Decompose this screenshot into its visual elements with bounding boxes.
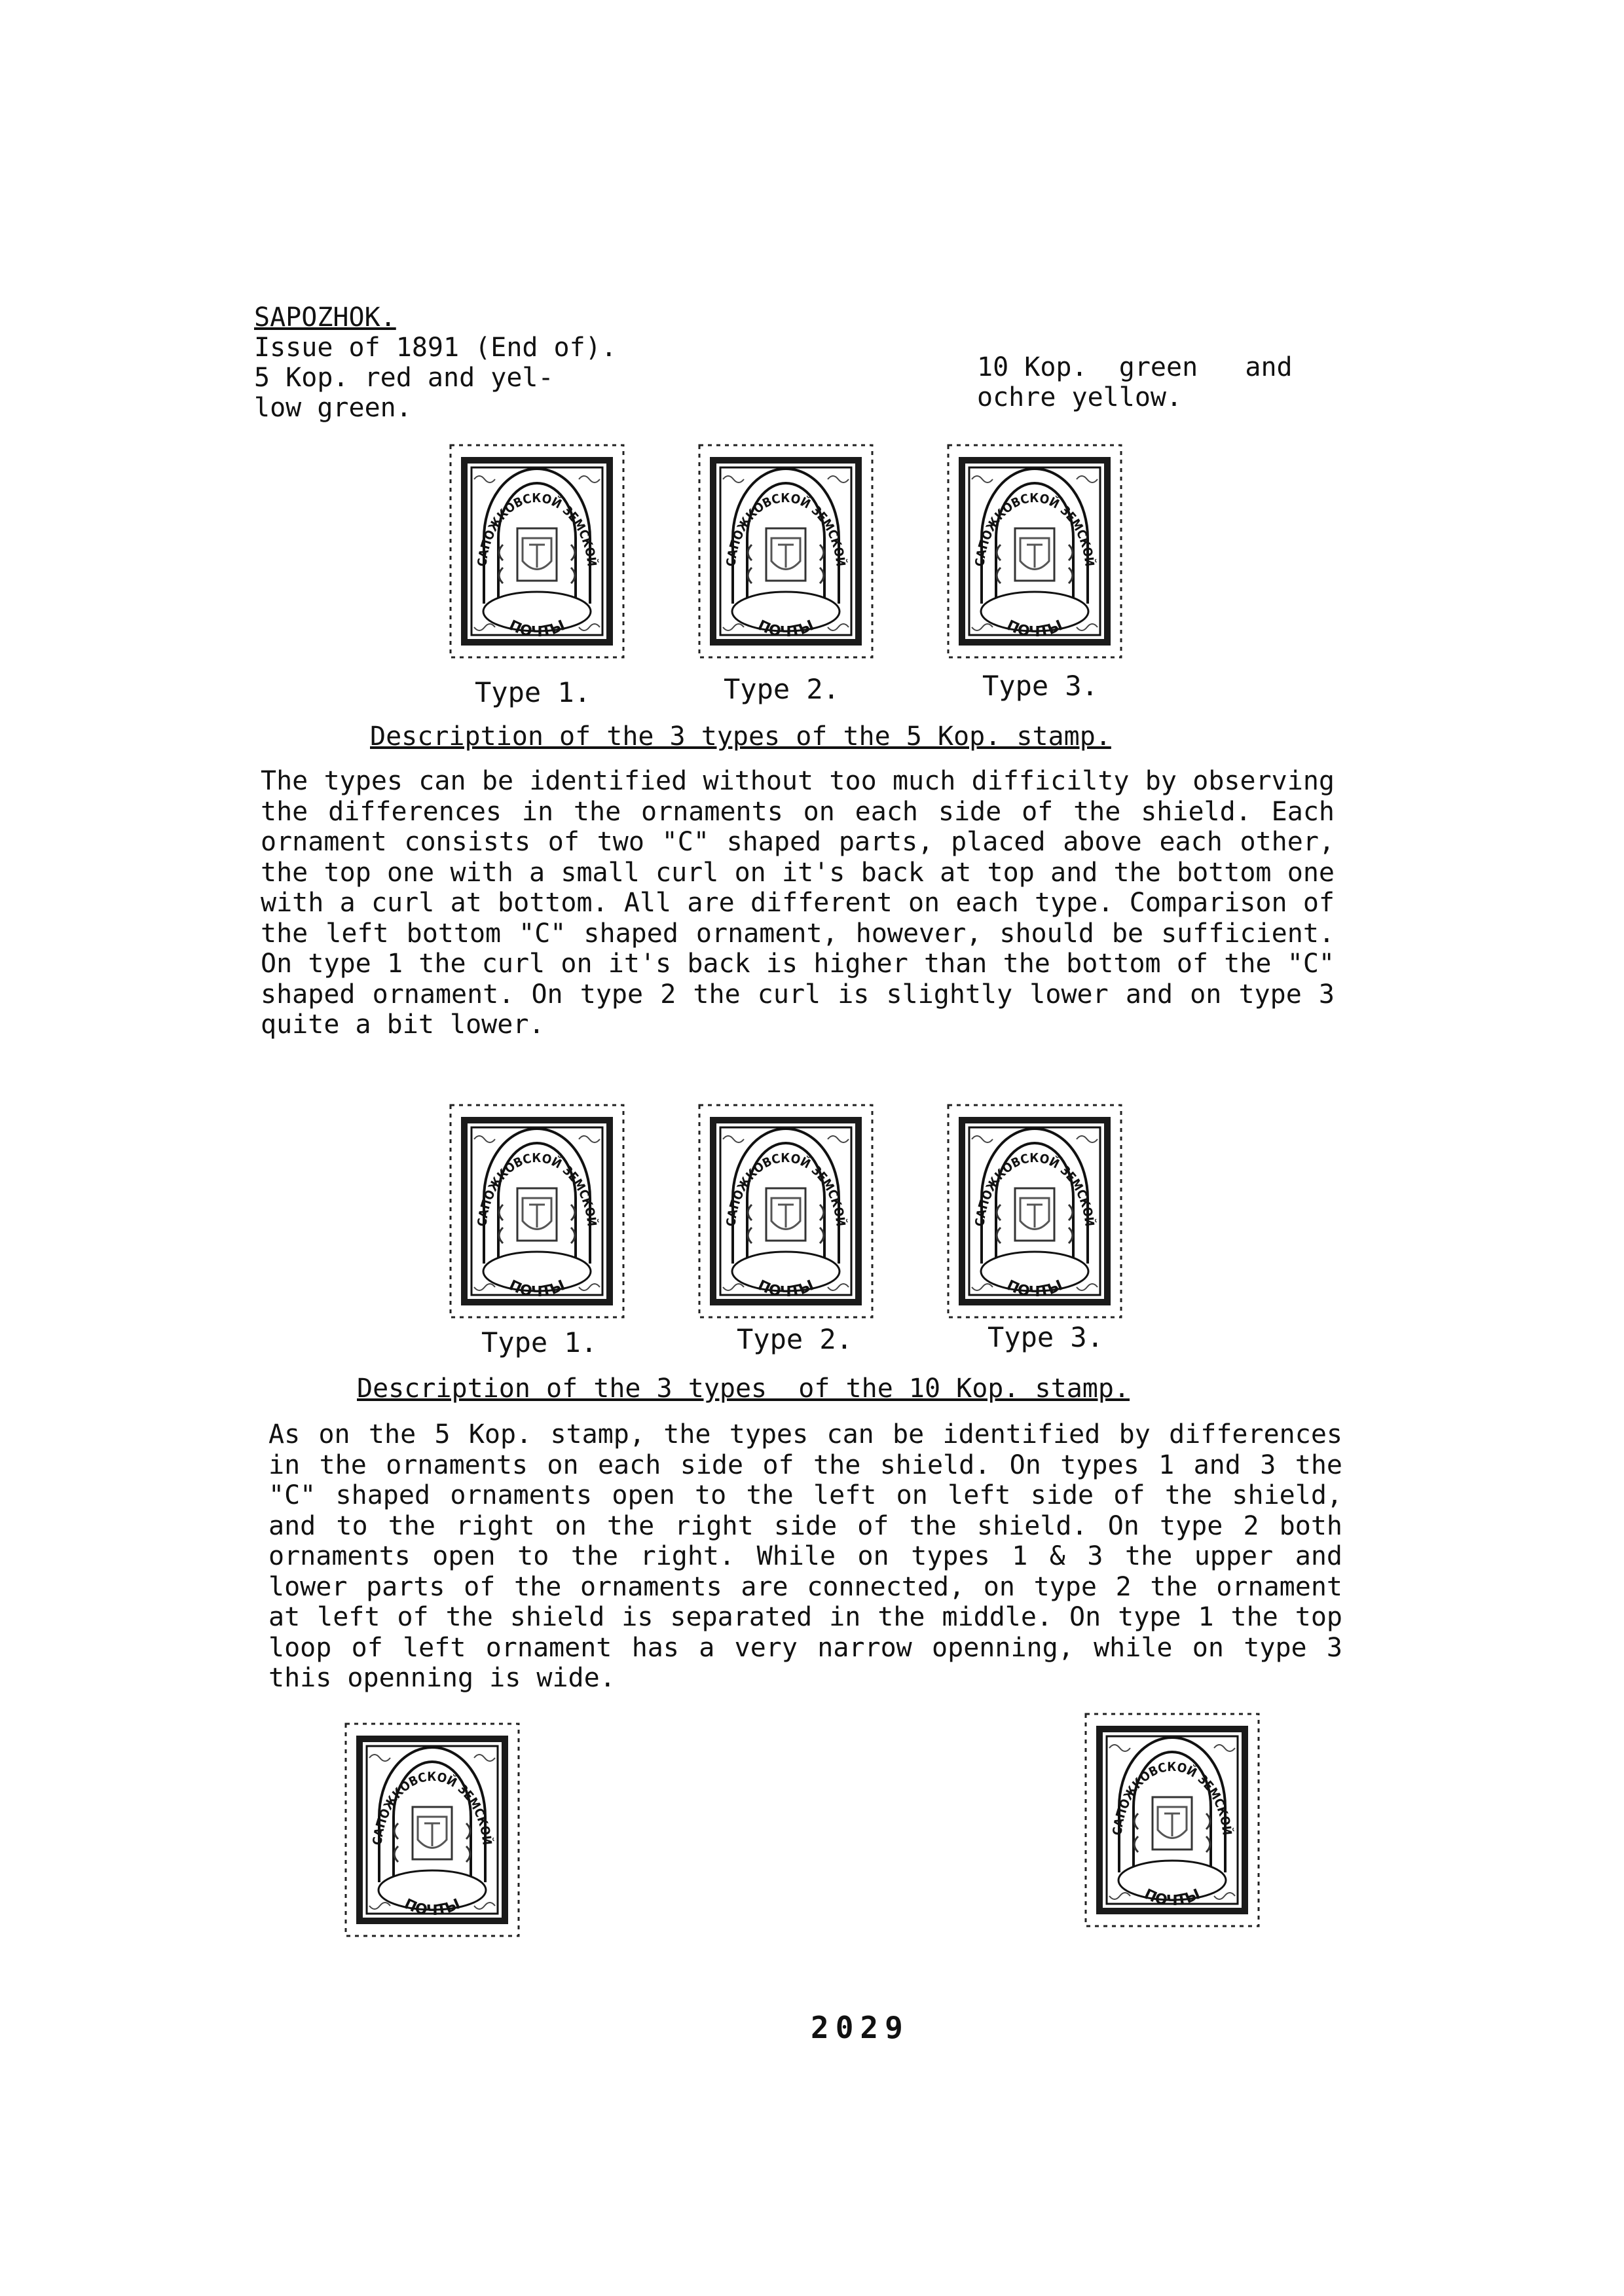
description-title-10kop: Description of the 3 types of the 10 Kop. stamp. <box>357 1374 1130 1404</box>
caption-row2-type2: Type 2. <box>737 1323 853 1355</box>
caption-row2-type1: Type 1. <box>481 1326 598 1358</box>
issue-line: Issue of 1891 (End of). <box>254 333 617 363</box>
stamp-10kop-type2 <box>694 1100 877 1322</box>
stamp-5kop-type3 <box>943 440 1126 663</box>
stamp-example-right <box>1080 1709 1264 1931</box>
caption-row1-type2: Type 2. <box>724 673 840 705</box>
left-value-line-2: low green. <box>254 393 412 423</box>
caption-row1-type1: Type 1. <box>475 676 591 708</box>
paragraph-5kop: The types can be identified without too much difficilty by observing the differences in the ornaments on each side of the shield. Each ornament consists of two "C" shaped parts, placed above each other, the top one with a small curl on it's back at top and the bottom one with a curl at bottom. All are different on each type. Comparison of the left bottom "C" shaped ornament, however, should be sufficient. On type 1 the curl on it's back is higher than the bottom of the "C" shaped ornament. On type 2 the curl is slightly lower and on type 3 quite a bit lower. <box>261 766 1335 1040</box>
page-number: 2029 <box>811 2010 910 2045</box>
left-value-line-1: 5 Kop. red and yel- <box>254 363 554 393</box>
stamp-example-left <box>341 1719 524 1941</box>
stamp-10kop-type1 <box>445 1100 629 1322</box>
description-title-5kop: Description of the 3 types of the 5 Kop. stamp. <box>370 721 1111 752</box>
paragraph-10kop: As on the 5 Kop. stamp, the types can be identified by differences in the ornaments on each side of the shield. On types 1 and 3 the "C" shaped ornaments open to the left on left side of the shield, and to the right on the right side of the shield. On type 2 both ornaments open to the right. While on types 1 & 3 the upper and lower parts of the ornaments are connected, on type 2 the ornament at left of the shield is separated in the middle. On type 1 the top loop of left ornament has a very narrow openning, while on type 3 this openning is wide. <box>268 1419 1342 1693</box>
stamp-10kop-type3 <box>943 1100 1126 1322</box>
stamp-5kop-type1 <box>445 440 629 663</box>
caption-row2-type3: Type 3. <box>987 1321 1104 1353</box>
right-value-line-2: ochre yellow. <box>977 382 1183 412</box>
stamp-5kop-type2 <box>694 440 877 663</box>
right-value-line-1: 10 Kop. green and <box>977 352 1293 382</box>
caption-row1-type3: Type 3. <box>982 670 1099 702</box>
town-heading: SAPOZHOK. <box>254 302 396 333</box>
